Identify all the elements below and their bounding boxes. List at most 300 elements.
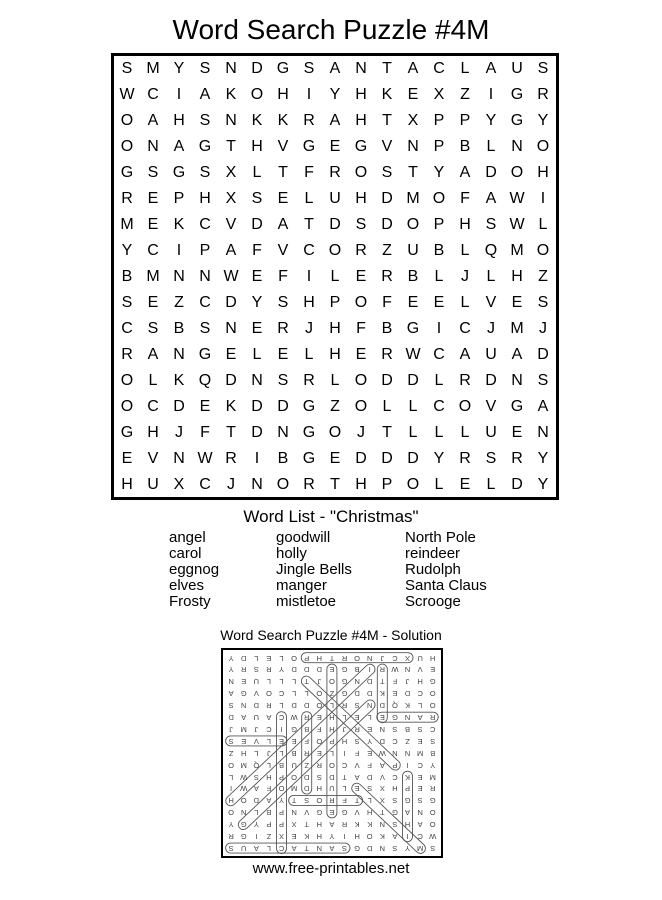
- grid-letter: Q: [198, 372, 212, 389]
- grid-letter: B: [121, 268, 133, 285]
- solution-letter: I: [343, 832, 346, 842]
- solution-letter: A: [241, 713, 247, 723]
- grid-letter: A: [511, 346, 523, 363]
- grid-letter: E: [329, 138, 341, 155]
- grid-letter: H: [303, 294, 315, 311]
- solution-letter: E: [354, 713, 360, 723]
- grid-letter: G: [302, 138, 316, 155]
- solution-letter: K: [379, 832, 385, 842]
- solution-letter: H: [329, 725, 335, 734]
- solution-letter: A: [392, 832, 398, 842]
- solution-letter: I: [255, 832, 258, 842]
- grid-letter: F: [304, 164, 314, 181]
- grid-letter: I: [436, 320, 442, 337]
- solution-title: Word Search Puzzle #4M - Solution: [220, 627, 442, 643]
- solution-letter: T: [380, 808, 385, 818]
- solution-letter: F: [317, 725, 322, 734]
- grid-row: [114, 368, 556, 394]
- solution-letter: L: [266, 760, 271, 770]
- solution-letter: E: [379, 713, 385, 723]
- solution-letter: E: [392, 689, 398, 699]
- grid-letter: O: [250, 86, 264, 103]
- grid-letter: N: [225, 112, 237, 129]
- solution-letter: L: [342, 784, 347, 794]
- grid-letter: S: [121, 294, 133, 311]
- solution-letter: F: [304, 736, 309, 746]
- grid-letter: V: [485, 294, 497, 311]
- word-item: Rudolph: [405, 561, 461, 578]
- grid-letter: G: [510, 112, 524, 129]
- grid-letter: Y: [537, 476, 549, 493]
- solution-letter: D: [291, 665, 297, 675]
- grid-letter: N: [251, 372, 263, 389]
- grid-row: [114, 342, 556, 368]
- solution-letter: C: [278, 713, 285, 723]
- solution-letter: C: [417, 689, 423, 699]
- grid-letter: H: [251, 138, 263, 155]
- grid-letter: A: [277, 216, 289, 233]
- grid-letter: O: [120, 398, 134, 415]
- grid-letter: D: [329, 216, 341, 233]
- grid-letter: A: [407, 60, 419, 77]
- word-item: Scrooge: [405, 593, 461, 610]
- grid-letter: D: [537, 346, 549, 363]
- grid-letter: N: [511, 372, 523, 389]
- grid-letter: N: [355, 60, 367, 77]
- solution-letter: E: [329, 665, 335, 675]
- solution-letter: L: [266, 844, 271, 853]
- solution-letter: R: [304, 713, 310, 723]
- grid-letter: W: [197, 450, 213, 467]
- solution-letter: L: [279, 653, 284, 663]
- solution-letter: O: [328, 677, 335, 687]
- answer-outline: [226, 736, 287, 746]
- grid-letter: E: [511, 424, 523, 441]
- grid-letter: L: [408, 398, 418, 415]
- solution-letter: O: [228, 808, 235, 818]
- grid-row: [114, 446, 556, 472]
- solution-letter: D: [304, 701, 310, 711]
- solution-letter: D: [379, 701, 386, 711]
- solution-letter: R: [316, 760, 323, 770]
- solution-letter: O: [429, 808, 436, 818]
- solution-letter: L: [367, 713, 372, 723]
- solution-letter: E: [354, 784, 360, 794]
- solution-letter: Y: [228, 665, 234, 675]
- answer-outline: [302, 712, 312, 794]
- grid-letter: E: [355, 268, 367, 285]
- solution-letter: C: [278, 689, 285, 699]
- solution-letter: G: [429, 796, 436, 806]
- solution-letter: B: [279, 760, 285, 770]
- grid-letter: D: [381, 372, 393, 389]
- solution-letter: K: [367, 820, 373, 830]
- grid-row: [114, 108, 556, 134]
- solution-letter: N: [379, 820, 386, 830]
- solution-letter: E: [279, 736, 285, 746]
- solution-letter: N: [354, 677, 360, 687]
- grid-letter: S: [485, 450, 497, 467]
- grid-letter: A: [225, 242, 237, 259]
- grid-letter: O: [120, 138, 134, 155]
- solution-letter: S: [228, 736, 234, 746]
- grid-letter: D: [485, 372, 497, 389]
- solution-letter: H: [266, 772, 272, 782]
- solution-letter: A: [379, 760, 385, 770]
- solution-letter: S: [392, 820, 398, 830]
- grid-letter: R: [303, 476, 315, 493]
- grid-letter: Y: [537, 450, 549, 467]
- grid-letter: T: [382, 112, 392, 129]
- grid-letter: J: [175, 424, 183, 441]
- grid-letter: E: [251, 320, 263, 337]
- grid-letter: Z: [174, 294, 184, 311]
- solution-letter: Y: [253, 820, 259, 830]
- grid-letter: D: [381, 190, 393, 207]
- grid-letter: I: [488, 86, 494, 103]
- solution-letter: J: [254, 725, 259, 734]
- solution-letter: S: [392, 844, 398, 853]
- grid-letter: C: [147, 242, 159, 259]
- grid-letter: E: [251, 268, 263, 285]
- solution-letter: U: [291, 760, 297, 770]
- grid-letter: H: [511, 268, 523, 285]
- grid-letter: R: [459, 450, 471, 467]
- grid-letter: P: [433, 112, 445, 129]
- word-column-2: [276, 530, 352, 610]
- solution-letter: W: [391, 665, 399, 675]
- solution-letter: U: [329, 784, 335, 794]
- solution-letter: C: [392, 772, 398, 782]
- solution-letter: N: [379, 725, 386, 734]
- solution-letter: O: [265, 689, 272, 699]
- grid-letter: X: [225, 164, 237, 181]
- grid-letter: D: [277, 398, 289, 415]
- solution-letter: P: [266, 820, 272, 830]
- solution-letter: O: [366, 832, 373, 842]
- grid-letter: C: [199, 216, 211, 233]
- grid-letter: F: [200, 424, 210, 441]
- word-item: elves: [169, 577, 205, 594]
- grid-letter: D: [407, 450, 419, 467]
- solution-letter: A: [405, 808, 411, 818]
- solution-letter: R: [329, 796, 335, 806]
- solution-letter: D: [304, 772, 310, 782]
- grid-letter: F: [252, 242, 262, 259]
- solution-letter: M: [240, 725, 247, 734]
- grid-letter: V: [225, 216, 237, 233]
- answer-outline: [350, 781, 428, 854]
- grid-letter: R: [381, 268, 393, 285]
- grid-letter: G: [120, 424, 134, 441]
- solution-letter: L: [292, 689, 297, 699]
- solution-letter: J: [380, 653, 385, 663]
- solution-letter: K: [304, 832, 310, 842]
- grid-letter: P: [329, 294, 341, 311]
- grid-letter: K: [277, 112, 289, 129]
- grid-letter: G: [510, 398, 524, 415]
- grid-row: [114, 186, 556, 212]
- grid-letter: I: [176, 86, 182, 103]
- solution-letter: M: [240, 760, 247, 770]
- solution-letter: R: [379, 665, 386, 675]
- solution-letter: D: [367, 772, 373, 782]
- grid-letter: P: [199, 242, 211, 259]
- grid-letter: D: [381, 216, 393, 233]
- grid-letter: P: [381, 476, 393, 493]
- solution-letter: H: [316, 784, 323, 794]
- grid-letter: L: [460, 424, 470, 441]
- grid-letter: D: [251, 424, 263, 441]
- grid-letter: W: [119, 86, 135, 103]
- grid-letter: O: [354, 398, 368, 415]
- grid-letter: Y: [121, 242, 133, 259]
- grid-letter: J: [539, 320, 547, 337]
- answer-outline: [226, 843, 350, 853]
- grid-letter: J: [305, 320, 313, 337]
- solution-letter: C: [341, 760, 348, 770]
- word-column-1: [169, 530, 219, 610]
- solution-letter: P: [392, 760, 398, 770]
- grid-letter: B: [277, 450, 289, 467]
- grid-letter: H: [329, 346, 341, 363]
- word-list-title: Word List - "Christmas": [243, 507, 419, 526]
- grid-letter: R: [303, 372, 315, 389]
- solution-letter: G: [341, 689, 348, 699]
- grid-letter: U: [485, 346, 497, 363]
- grid-letter: E: [407, 86, 419, 103]
- grid-letter: T: [278, 164, 288, 181]
- grid-letter: T: [408, 164, 418, 181]
- grid-letter: X: [225, 190, 237, 207]
- grid-letter: P: [433, 216, 445, 233]
- grid-letter: R: [121, 190, 133, 207]
- solution-inner: [225, 652, 439, 854]
- solution-letter: J: [267, 748, 271, 758]
- solution-letter: L: [329, 701, 334, 711]
- solution-letter: H: [404, 820, 411, 830]
- grid-letter: X: [433, 86, 445, 103]
- solution-letter: C: [430, 725, 436, 734]
- solution-letter: Q: [391, 701, 398, 711]
- solution-letter: L: [279, 748, 284, 758]
- solution-letter: M: [429, 772, 436, 782]
- solution-letter: D: [241, 653, 247, 663]
- solution-letter: T: [342, 772, 347, 782]
- solution-letter: S: [228, 701, 234, 711]
- solution-letter: U: [253, 677, 260, 687]
- grid-letter: O: [354, 294, 368, 311]
- solution-letter: S: [417, 725, 423, 734]
- solution-letter: S: [253, 772, 259, 782]
- grid-letter: A: [537, 398, 549, 415]
- grid-letter: C: [147, 86, 159, 103]
- solution-letter: L: [279, 677, 284, 687]
- solution-letter: T: [354, 796, 360, 806]
- solution-letter: N: [241, 808, 247, 818]
- solution-letter: Y: [329, 832, 335, 842]
- solution-letter: G: [391, 808, 398, 818]
- solution-letter: D: [379, 736, 386, 746]
- solution-letter: R: [341, 701, 348, 711]
- solution-letter: H: [392, 784, 398, 794]
- solution-letter: B: [354, 665, 360, 675]
- solution-letter: I: [406, 760, 409, 770]
- solution-letter: U: [253, 713, 260, 723]
- solution-letter: V: [253, 689, 259, 699]
- grid-letter: N: [251, 476, 263, 493]
- solution-letter: A: [329, 820, 335, 830]
- grid-letter: L: [408, 424, 418, 441]
- solution-letter: K: [379, 689, 385, 699]
- word-item: North Pole: [405, 529, 476, 546]
- grid-letter: M: [510, 320, 524, 337]
- grid-letter: R: [121, 346, 133, 363]
- solution-letter: I: [406, 832, 409, 842]
- solution-letter: D: [354, 689, 360, 699]
- solution-letter: L: [292, 677, 297, 687]
- grid-letter: S: [355, 216, 367, 233]
- solution-letter: D: [228, 713, 234, 723]
- answer-outline: [301, 653, 413, 663]
- solution-letter: N: [392, 748, 398, 758]
- solution-letter: B: [304, 725, 310, 734]
- grid-letter: G: [302, 450, 316, 467]
- grid-letter: U: [511, 60, 523, 77]
- solution-letter: N: [404, 713, 411, 723]
- solution-letter: H: [316, 832, 323, 842]
- grid-letter: O: [328, 424, 342, 441]
- word-item: holly: [276, 545, 307, 562]
- grid-letter: N: [147, 138, 159, 155]
- solution-letter: D: [367, 844, 373, 853]
- grid-letter: O: [536, 242, 550, 259]
- grid-letter: D: [381, 450, 393, 467]
- grid-letter: K: [173, 372, 185, 389]
- word-item: eggnog: [169, 561, 220, 578]
- solution-letter: I: [230, 784, 233, 794]
- grid-letter: G: [120, 164, 134, 181]
- grid-letter: H: [277, 86, 289, 103]
- solution-letter: H: [354, 832, 360, 842]
- grid-letter: R: [329, 164, 341, 181]
- grid-letter: E: [277, 346, 289, 363]
- grid-letter: R: [277, 320, 289, 337]
- grid-letter: G: [172, 164, 186, 181]
- solution-letter: H: [417, 677, 423, 687]
- solution-letter: E: [367, 725, 373, 734]
- grid-letter: O: [510, 164, 524, 181]
- grid-letter: Z: [330, 398, 340, 415]
- solution-letter: E: [241, 736, 247, 746]
- word-item: mistletoe: [276, 593, 337, 610]
- grid-letter: F: [356, 320, 366, 337]
- grid-letter: Q: [484, 242, 498, 259]
- grid-row: [114, 290, 556, 316]
- solution-letter: B: [430, 748, 436, 758]
- solution-letter: W: [429, 832, 437, 842]
- word-item: goodwill: [276, 529, 331, 546]
- grid-letter: S: [277, 372, 289, 389]
- grid-letter: Y: [537, 112, 549, 129]
- grid-letter: Y: [433, 450, 445, 467]
- grid-letter: C: [433, 60, 445, 77]
- grid-letter: S: [485, 216, 497, 233]
- solution-letter: K: [405, 772, 411, 782]
- word-item: manger: [276, 577, 327, 594]
- grid-letter: R: [355, 242, 367, 259]
- solution-letter: W: [378, 748, 386, 758]
- solution-letter: I: [280, 725, 283, 734]
- grid-letter: I: [254, 450, 260, 467]
- grid-letter: Y: [173, 60, 185, 77]
- solution-letter: S: [392, 796, 398, 806]
- solution-outlines: [225, 652, 439, 854]
- grid-letter: U: [407, 242, 419, 259]
- grid-letter: S: [199, 320, 211, 337]
- grid-letter: I: [306, 268, 312, 285]
- grid-letter: V: [147, 450, 159, 467]
- solution-letter: T: [380, 677, 385, 687]
- grid-letter: H: [355, 86, 367, 103]
- solution-letter: C: [392, 736, 398, 746]
- solution-letter: D: [329, 772, 335, 782]
- solution-letter: R: [341, 820, 348, 830]
- grid-letter: P: [433, 138, 445, 155]
- grid-letter: Z: [460, 86, 470, 103]
- grid-row: [114, 420, 556, 446]
- solution-letter: T: [304, 677, 309, 687]
- solution-letter: W: [240, 772, 248, 782]
- solution-letter: F: [392, 677, 398, 687]
- solution-letter: F: [367, 760, 372, 770]
- solution-letter: L: [367, 796, 372, 806]
- grid-letter: B: [407, 268, 419, 285]
- solution-letter: D: [367, 677, 373, 687]
- grid-letter: S: [537, 294, 549, 311]
- grid-letter: N: [225, 320, 237, 337]
- solution-letter: K: [405, 701, 411, 711]
- solution-letter: F: [342, 796, 347, 806]
- page-title: Word Search Puzzle #4M: [172, 14, 490, 45]
- grid-letter: O: [432, 190, 446, 207]
- grid-letter: Z: [382, 242, 392, 259]
- grid-letter: A: [147, 346, 159, 363]
- grid-letter: H: [537, 164, 549, 181]
- grid-letter: F: [382, 294, 392, 311]
- solution-letter: B: [291, 748, 297, 758]
- grid-letter: G: [510, 86, 524, 103]
- grid-letter: P: [173, 190, 185, 207]
- grid-letter: S: [199, 60, 211, 77]
- grid-letter: L: [434, 476, 444, 493]
- grid-letter: A: [199, 86, 211, 103]
- solution-letter: P: [329, 736, 335, 746]
- solution-letter: D: [291, 701, 297, 711]
- grid-letter: E: [407, 294, 419, 311]
- grid-letter: A: [459, 346, 471, 363]
- solution-letter: G: [341, 808, 348, 818]
- solution-letter: I: [343, 748, 346, 758]
- solution-letter: G: [240, 689, 247, 699]
- solution-letter: D: [304, 665, 310, 675]
- grid-letter: C: [199, 476, 211, 493]
- grid-letter: G: [198, 138, 212, 155]
- grid-letter: T: [330, 476, 340, 493]
- grid-letter: D: [355, 450, 367, 467]
- solution-letter: C: [392, 653, 398, 663]
- grid-row: [114, 394, 556, 420]
